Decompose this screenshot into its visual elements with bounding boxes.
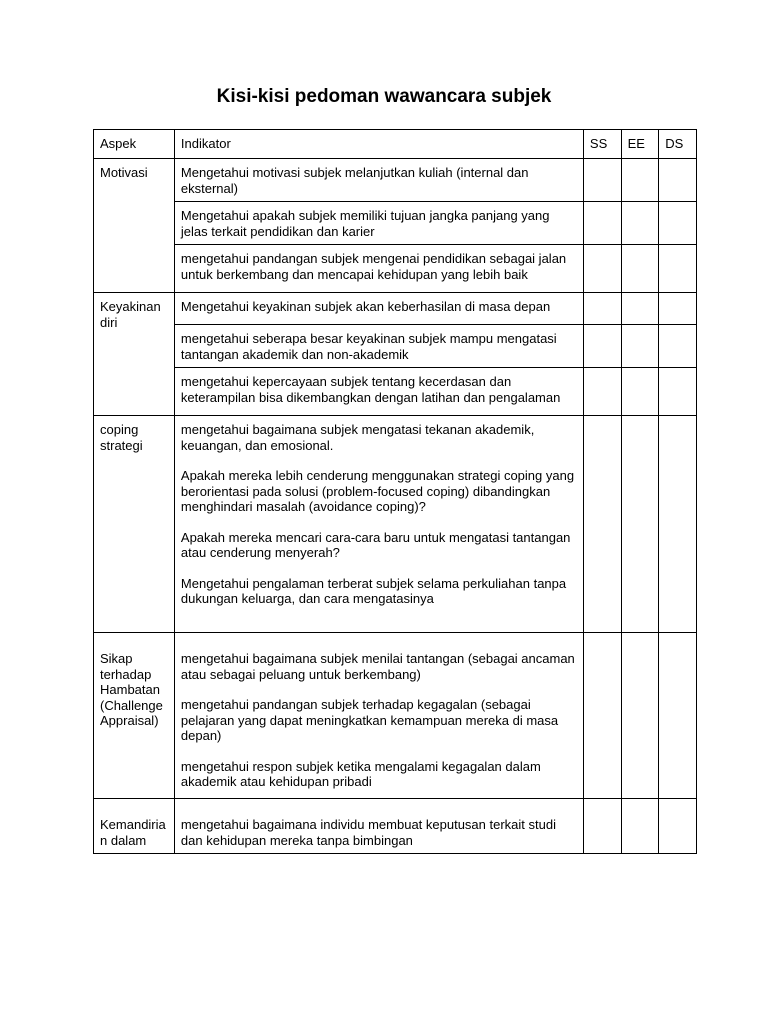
table-body [94,159,697,854]
rating-cell-ee[interactable] [621,799,659,854]
aspek-cell [94,799,175,854]
indikator-text: mengetahui pandangan subjek terhadap kegagalan (sebagai pelajaran yang dapat meningkatkan kemampuan mereka di masa depan) [180,697,559,743]
aspek-label: Sikap terhadap Hambatan (Challenge Appraisal) [100,651,163,728]
rating-cell-ds[interactable] [659,633,697,799]
aspek-cell [94,633,175,799]
table-row [94,633,697,799]
indikator-cell [174,416,583,633]
rating-cell-ee[interactable] [621,245,659,293]
indikator-text: mengetahui kepercayaan subjek tentang kecerdasan dan keterampilan bisa dikembangkan dengan latihan dan pengalaman [180,374,561,405]
rating-cell-ss[interactable] [583,293,621,325]
rating-cell-ds[interactable] [659,368,697,416]
table-row [94,159,697,202]
indikator-text: mengetahui bagaimana subjek mengatasi tekanan akademik, keuangan, dan emosional. [180,422,535,453]
rating-cell-ee[interactable] [621,202,659,245]
indikator-text: mengetahui respon subjek ketika mengalami kegagalan dalam akademik atau kehidupan pribadi [180,758,541,789]
rating-cell-ss[interactable] [583,633,621,799]
indikator-cell [174,325,583,368]
aspek-cell [94,293,175,416]
indikator-cell [174,245,583,293]
interview-grid-table [93,129,697,854]
indikator-text: Apakah mereka lebih cenderung menggunakan strategi coping yang berorientasi pada solusi (problem-focused coping) dibandingkan menghindari masalah (avoidance coping)? [180,468,575,514]
table-row [94,325,697,368]
rating-cell-ss[interactable] [583,416,621,633]
table-row [94,416,697,633]
header-ss: SS [583,130,621,159]
rating-cell-ee[interactable] [621,633,659,799]
rating-cell-ds[interactable] [659,799,697,854]
indikator-text: Mengetahui pengalaman terberat subjek selama perkuliahan tanpa dukungan keluarga, dan cara mengatasinya [180,575,567,606]
table-row [94,368,697,416]
rating-cell-ss[interactable] [583,245,621,293]
indikator-text: Mengetahui keyakinan subjek akan keberhasilan di masa depan [180,299,551,314]
indikator-cell [174,293,583,325]
rating-cell-ds[interactable] [659,159,697,202]
rating-cell-ee[interactable] [621,159,659,202]
rating-cell-ds[interactable] [659,416,697,633]
table-row [94,245,697,293]
table-row [94,293,697,325]
rating-cell-ss[interactable] [583,799,621,854]
rating-cell-ee[interactable] [621,368,659,416]
indikator-text: Mengetahui motivasi subjek melanjutkan kuliah (internal dan eksternal) [180,165,529,196]
rating-cell-ss[interactable] [583,159,621,202]
aspek-label: Keyakinan diri [100,299,161,330]
indikator-cell [174,368,583,416]
indikator-text: mengetahui bagaimana subjek menilai tantangan (sebagai ancaman atau sebagai peluang untuk berkembang) [180,651,575,682]
aspek-cell [94,159,175,293]
indikator-text: mengetahui pandangan subjek mengenai pendidikan sebagai jalan untuk berkembang dan mencapai kehidupan yang lebih baik [180,251,567,282]
rating-cell-ds[interactable] [659,202,697,245]
aspek-label: Motivasi [100,165,148,180]
indikator-text: Apakah mereka mencari cara-cara baru untuk mengatasi tantangan atau cenderung menyerah? [180,529,571,560]
rating-cell-ds[interactable] [659,293,697,325]
page-title: Kisi-kisi pedoman wawancara subjek [216,86,552,107]
table-header-row [94,130,697,159]
header-indikator: Indikator [174,130,583,159]
rating-cell-ds[interactable] [659,325,697,368]
aspek-label: coping strategi [100,422,143,453]
aspek-label: Kemandiria n dalam [100,817,166,848]
aspek-cell [94,416,175,633]
table-row [94,799,697,854]
rating-cell-ss[interactable] [583,202,621,245]
indikator-text: Mengetahui apakah subjek memiliki tujuan jangka panjang yang jelas terkait pendidikan dan karier [180,208,550,239]
rating-cell-ee[interactable] [621,325,659,368]
indikator-cell [174,799,583,854]
header-ee: EE [621,130,659,159]
rating-cell-ss[interactable] [583,368,621,416]
rating-cell-ee[interactable] [621,416,659,633]
header-ds: DS [659,130,697,159]
rating-cell-ds[interactable] [659,245,697,293]
header-aspek: Aspek [94,130,175,159]
indikator-text: mengetahui seberapa besar keyakinan subjek mampu mengatasi tantangan akademik dan non-akademik [180,331,557,362]
indikator-cell [174,202,583,245]
rating-cell-ss[interactable] [583,325,621,368]
table-row [94,202,697,245]
rating-cell-ee[interactable] [621,293,659,325]
indikator-cell [174,633,583,799]
indikator-text: mengetahui bagaimana individu membuat keputusan terkait studi dan kehidupan mereka tanpa bimbingan [180,817,556,848]
indikator-cell [174,159,583,202]
